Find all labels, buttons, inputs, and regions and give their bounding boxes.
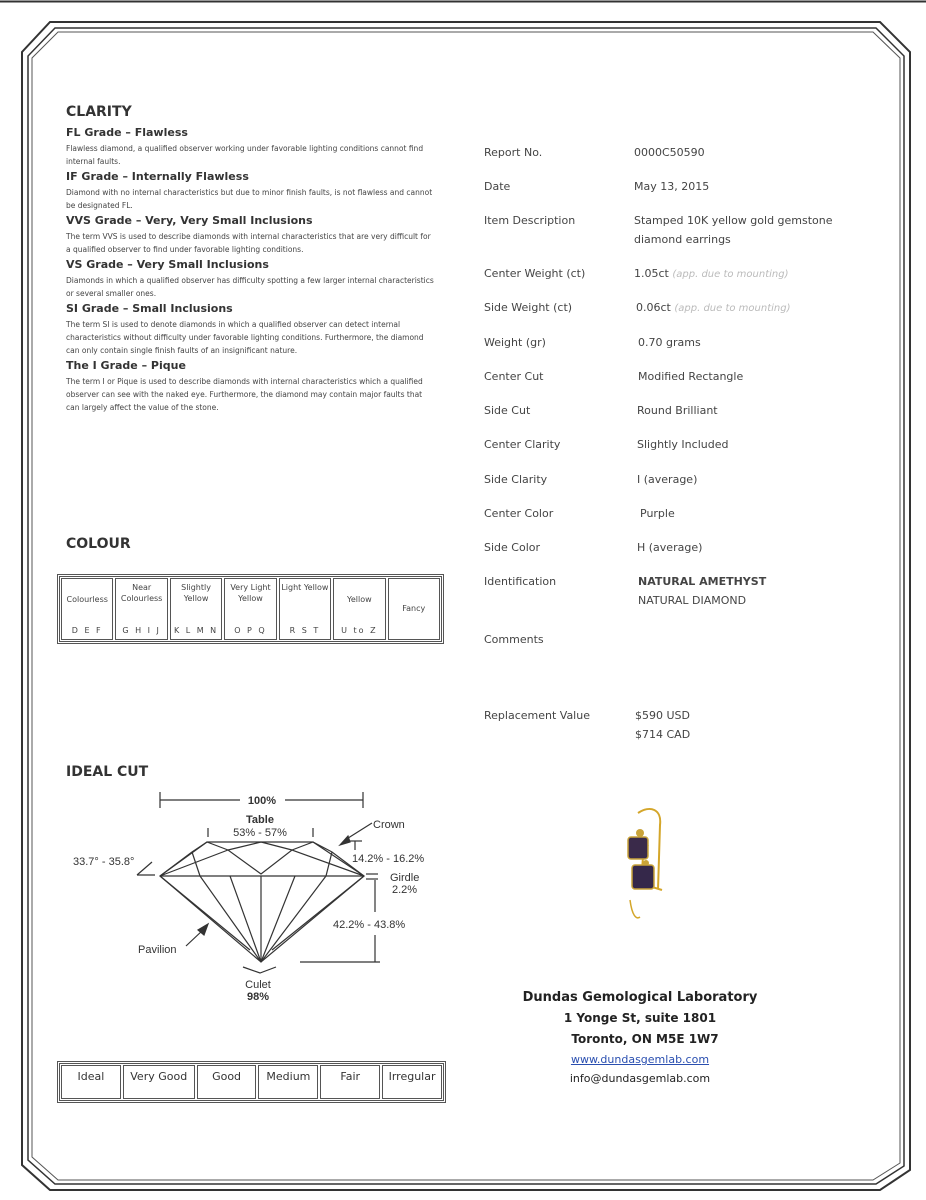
- crown-label: Crown: [373, 819, 405, 831]
- row-label: Side Cut: [484, 404, 531, 417]
- pavilion-label: Pavilion: [138, 944, 177, 956]
- crown-angle-label: 33.7° - 35.8°: [73, 856, 135, 868]
- colour-grades: U to Z: [341, 626, 378, 635]
- colour-name: Colourless: [66, 595, 108, 604]
- earring-photo: [610, 805, 670, 925]
- row-label: Side Clarity: [484, 473, 548, 486]
- grade-description: The term SI is used to denote diamonds in which a qualified observer can detect internal characteristics without difficulty under favorable lighting conditions. Furthermore, the diamond can only contain single finish faults of an insignificant nature.: [66, 320, 424, 355]
- row-label: Replacement Value: [484, 709, 590, 722]
- report-date: May 13, 2015: [634, 180, 710, 193]
- note: (app. due to mounting): [674, 303, 791, 314]
- grade-description: Flawless diamond, a qualified observer working under favorable lighting conditions cannot find internal faults.: [66, 144, 424, 166]
- grade-heading: SI Grade – Small Inclusions: [66, 302, 233, 315]
- colour-grades: G H I J: [122, 626, 161, 635]
- item-description: Stamped 10K yellow gold gemstone diamond earrings: [634, 214, 833, 246]
- grade-heading: VS Grade – Very Small Inclusions: [66, 258, 269, 271]
- replacement-cad: $714 CAD: [635, 728, 691, 741]
- side-color: H (average): [637, 541, 703, 554]
- cut-grade-table: [57, 1061, 446, 1103]
- grade-description: Diamonds in which a qualified observer has difficulty spotting a few larger internal characteristics or several smaller ones.: [66, 276, 434, 298]
- side-cut: Round Brilliant: [637, 404, 718, 417]
- table-range-label: 53% - 57%: [233, 827, 287, 839]
- lab-name: Dundas Gemological Laboratory: [522, 990, 758, 1005]
- colour-name: Yellow: [347, 595, 372, 604]
- colour-grades: O P Q: [234, 626, 267, 635]
- colour-grades: D E F: [71, 626, 103, 635]
- row-label: Center Clarity: [484, 438, 561, 451]
- colour-name: Fancy: [402, 604, 426, 613]
- replacement-usd: $590 USD: [635, 709, 690, 722]
- ideal-cut-title: IDEAL CUT: [66, 764, 149, 780]
- ideal-cut-diagram: [0, 0, 460, 1010]
- center-clarity: Slightly Included: [637, 438, 729, 451]
- cut-grade-cell: Very Good: [123, 1065, 195, 1099]
- colour-grades: R S T: [289, 626, 321, 635]
- row-label: Item Description: [484, 214, 576, 227]
- table-label: Table: [246, 814, 274, 826]
- row-label: Identification: [484, 575, 557, 588]
- row-label: Center Cut: [484, 370, 544, 383]
- grade-description: The term I or Pique is used to describe diamonds with internal characteristics which a qualified observer can see with the naked eye. Furthermore, the diamond may contain major faults that can largely affect the value of the stone.: [66, 377, 423, 412]
- row-label: Center Color: [484, 507, 554, 520]
- side-clarity: I (average): [637, 473, 698, 486]
- grade-description: Diamond with no internal characteristics but due to minor finish faults, is not flawless and cannot be designated FL.: [66, 188, 433, 210]
- grade-heading: The I Grade – Pique: [66, 359, 186, 372]
- note: (app. due to mounting): [672, 269, 789, 280]
- center-color: Purple: [640, 507, 675, 520]
- lab-address-line2: Toronto, ON M5E 1W7: [571, 1032, 719, 1046]
- lab-email[interactable]: info@dundasgemlab.com: [569, 1072, 711, 1085]
- row-label: Report No.: [484, 146, 543, 159]
- cut-grade-cell: Irregular: [382, 1065, 442, 1099]
- width-label: 100%: [247, 795, 277, 807]
- colour-name: Very Light Yellow: [230, 583, 271, 603]
- cut-grade-cell: Good: [197, 1065, 257, 1099]
- cut-grade-cell: Medium: [258, 1065, 318, 1099]
- culet-value-label: 98%: [246, 991, 270, 1003]
- identification-primary: NATURAL AMETHYST: [638, 575, 767, 588]
- grade-heading: VVS Grade – Very, Very Small Inclusions: [66, 214, 313, 227]
- pavilion-depth-label: 42.2% - 43.8%: [333, 919, 406, 931]
- girdle-value-label: 2.2%: [392, 884, 418, 896]
- center-weight: [634, 264, 789, 284]
- center-cut: Modified Rectangle: [638, 370, 744, 383]
- colour-name: Light Yellow: [281, 583, 329, 592]
- cut-grade-cell: Ideal: [61, 1065, 121, 1099]
- girdle-label: Girdle: [390, 872, 420, 884]
- lab-website-link[interactable]: www.dundasgemlab.com: [570, 1053, 710, 1066]
- side-weight: [636, 298, 791, 318]
- colour-name: Slightly Yellow: [181, 583, 211, 603]
- report-number: 0000C50590: [634, 146, 705, 159]
- cut-grade-cell: Fair: [320, 1065, 380, 1099]
- colour-name: Near Colourless: [120, 583, 163, 603]
- clarity-title: CLARITY: [66, 104, 132, 120]
- row-label: Weight (gr): [484, 336, 546, 349]
- value: 1.05ct: [634, 267, 669, 280]
- grade-heading: IF Grade – Internally Flawless: [66, 170, 249, 183]
- colour-title: COLOUR: [66, 536, 131, 552]
- value: 0.06ct: [636, 301, 671, 314]
- culet-label: Culet: [245, 979, 271, 991]
- row-label: Comments: [484, 633, 544, 646]
- row-label: Side Weight (ct): [484, 301, 573, 314]
- lab-address-line1: 1 Yonge St, suite 1801: [563, 1011, 717, 1025]
- row-label: Side Color: [484, 541, 541, 554]
- colour-grades: K L M N: [173, 626, 219, 635]
- grade-description: The term VVS is used to describe diamonds with internal characteristics that are very difficult for a qualified observer to find under favorable lighting conditions.: [66, 232, 431, 254]
- crown-height-label: 14.2% - 16.2%: [352, 853, 425, 865]
- row-label: Center Weight (ct): [484, 267, 586, 280]
- grade-heading: FL Grade – Flawless: [66, 126, 188, 139]
- identification-secondary: NATURAL DIAMOND: [638, 594, 747, 607]
- row-label: Date: [484, 180, 511, 193]
- weight-grams: 0.70 grams: [638, 336, 701, 349]
- lab-contact: [510, 988, 770, 1088]
